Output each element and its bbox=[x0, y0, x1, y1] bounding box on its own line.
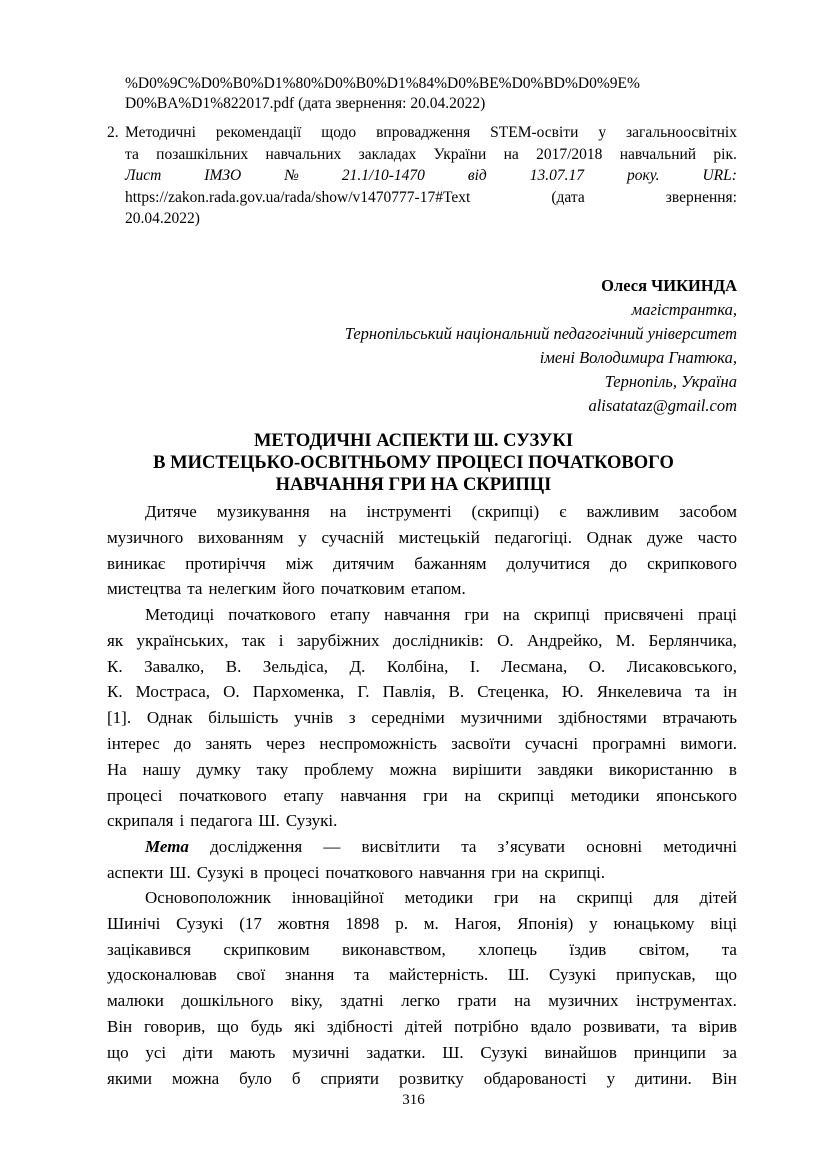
reference-url-line: D0%BA%D1%822017.pdf (дата звернення: 20.04.2022) bbox=[125, 95, 486, 112]
text-line: К. Мострaса, О. Пархоменка, Г. Павлія, В. Стеценка, Ю. Янкелевича та ін bbox=[107, 682, 737, 702]
word: № bbox=[284, 167, 299, 184]
word: Методичні bbox=[125, 124, 196, 141]
text-line: Мета дослідження — висвітлити та з’ясувати основні методичні bbox=[107, 834, 737, 860]
word: 2017/2018 bbox=[536, 145, 603, 163]
reference-line bbox=[125, 122, 737, 144]
text-line: малюки дошкільного віку, здатні легко грати на музичних інструментах. bbox=[107, 991, 737, 1011]
word: ІМЗО bbox=[204, 167, 242, 184]
author-affiliation: Тернопільський національний педагогічний університет bbox=[344, 324, 737, 343]
page-number: 316 bbox=[402, 1092, 425, 1108]
text-line: мистецтва та нелегким його початковим етапом. bbox=[107, 579, 466, 599]
reference-2 bbox=[107, 122, 737, 227]
reference-1-continuation bbox=[125, 74, 737, 114]
author-location: Тернопіль, Україна bbox=[604, 372, 737, 391]
word: від bbox=[467, 167, 487, 184]
word: навчальних bbox=[265, 145, 342, 163]
word: 21.1/10-1470 bbox=[341, 167, 425, 184]
text-line: музичного вихованням у сучасній мистецькій педагогіці. Однак дуже часто bbox=[107, 527, 737, 547]
word: у bbox=[598, 124, 607, 141]
reference-url-line: %D0%9C%D0%B0%D1%80%D0%B0%D1%84%D0%BE%D0%BD%D0%9E% bbox=[125, 75, 640, 92]
text-line: процесі початкового етапу навчання гри на скрипці методики японського bbox=[107, 785, 737, 805]
text-line: зацікавився скрипковим виконавством, хлопець їздив світом, та bbox=[107, 939, 737, 959]
reference-line: 20.04.2022) bbox=[125, 210, 200, 227]
text-line: виникає протиріччя між дитячим бажанням долучитися до скрипкового bbox=[107, 553, 737, 573]
text-line: Методиці початкового етапу навчання гри на скрипці присвячені праці bbox=[145, 605, 737, 624]
text-line: якими можна було б сприяти розвитку обдарованості у дитини. Він bbox=[107, 1068, 737, 1088]
word: STEM-освіти bbox=[490, 124, 579, 141]
text-line: інтерес до занять через неспроможність засвоїти сучасні програмні вимоги. bbox=[107, 733, 737, 753]
word: впровадження bbox=[376, 124, 471, 141]
author-email: alisatataz@gmail.com bbox=[588, 396, 737, 415]
word: URL: bbox=[702, 167, 737, 184]
word: на bbox=[503, 145, 519, 163]
word: рекомендації bbox=[215, 124, 302, 141]
author-role: магістрантка, bbox=[631, 300, 737, 319]
title-line: В МИСТЕЦЬКО-ОСВІТНЬОМУ ПРОЦЕСІ ПОЧАТКОВОГО bbox=[153, 453, 674, 473]
author-name: Олеся ЧИКИНДА bbox=[601, 276, 737, 295]
word: позашкільних bbox=[156, 145, 249, 163]
reference-line bbox=[125, 165, 737, 187]
paragraph-1 bbox=[107, 499, 737, 602]
paragraph-4 bbox=[107, 885, 737, 1091]
text-line: скрипаля і педагога Ш. Сузукі. bbox=[107, 811, 338, 831]
word: 13.07.17 bbox=[529, 167, 584, 184]
word: щодо bbox=[321, 124, 357, 141]
word: рік. bbox=[713, 145, 737, 163]
text-line: удосконалював свої знання та майстерність. Ш. Сузукі припускав, що bbox=[107, 965, 737, 985]
author-affiliation: імені Володимира Гнатюка, bbox=[539, 348, 737, 367]
text-line: Він говорив, що будь які здібності дітей потрібно вдало розвивати, та вірив bbox=[107, 1016, 737, 1036]
title-line: МЕТОДИЧНІ АСПЕКТИ Ш. СУЗУКІ bbox=[253, 431, 574, 451]
word: (дата bbox=[551, 188, 585, 206]
title-line: НАВЧАННЯ ГРИ НА СКРИПЦІ bbox=[275, 475, 552, 495]
paragraph-3 bbox=[107, 834, 737, 886]
lead-term: Мета bbox=[145, 837, 189, 856]
text-line: На нашу думку таку проблему можна вирішити завдяки використанню в bbox=[107, 759, 737, 779]
word: загальноосвітніх bbox=[626, 124, 737, 141]
author-block bbox=[345, 274, 737, 418]
reference-line bbox=[125, 187, 737, 209]
text-line: як українських, так і зарубіжних дослідників: О. Андрейко, М. Берлянчика, bbox=[107, 630, 737, 650]
text-line: що усі діти мають музичні задатки. Ш. Сузукі винайшов принципи за bbox=[107, 1042, 737, 1062]
word: України bbox=[433, 145, 487, 163]
text-line: Основоположник інноваційної методики гри на скрипці для дітей bbox=[145, 888, 737, 907]
word: та bbox=[125, 145, 139, 163]
text-line: аспекти Ш. Сузукі в процесі початкового навчання гри на скрипці. bbox=[107, 862, 605, 882]
text-line: [1]. Однак більшість учнів з середніми музичними здібностями втрачають bbox=[107, 708, 737, 728]
word: року. bbox=[626, 167, 660, 184]
paragraph-2 bbox=[107, 602, 737, 834]
word: звернення: bbox=[665, 188, 737, 206]
reference-line bbox=[125, 144, 737, 166]
text-line: Дитяче музикування на інструменті (скрипці) є важливим засобом bbox=[145, 502, 737, 521]
text-line: К. Завалко, В. Зельдіса, Д. Колбіна, І. Лесмана, О. Лисаковського, bbox=[107, 656, 737, 676]
reference-body bbox=[125, 122, 737, 230]
word: Лист bbox=[125, 167, 162, 184]
reference-number: 2. bbox=[107, 124, 119, 141]
word: https://zakon.rada.gov.ua/rada/show/v1470777-17#Text bbox=[125, 188, 471, 206]
word: закладах bbox=[358, 145, 417, 163]
article-title bbox=[90, 430, 737, 496]
text-line: Шинічі Сузукі (17 жовтня 1898 р. м. Нагоя, Японія) у юнацькому віці bbox=[107, 913, 737, 933]
word: навчальний bbox=[619, 145, 697, 163]
